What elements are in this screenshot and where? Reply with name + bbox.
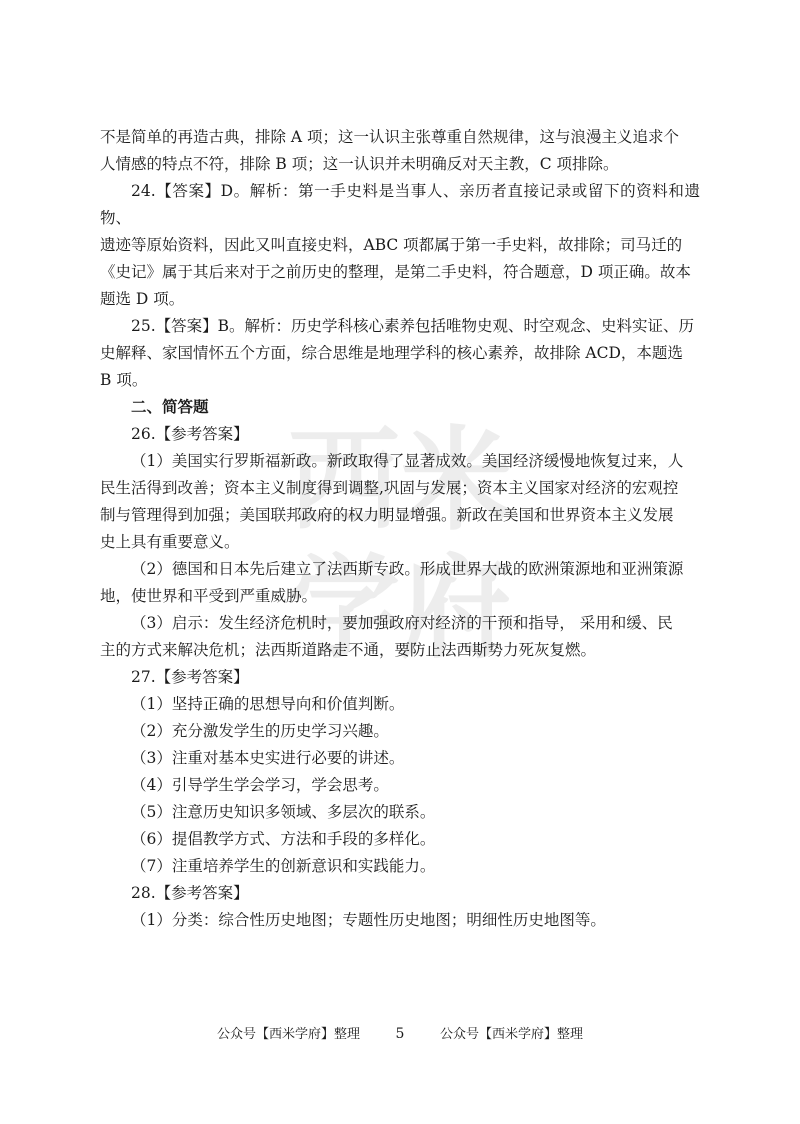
answer-25: 25.【答案】B。解析：历史学科核心素养包括唯物史观、时空观念、史料实证、历: [131, 317, 695, 335]
footer-right-text: 公众号【西米学府】整理: [440, 1027, 584, 1042]
text-line: 地，使世界和平受到严重威胁。: [100, 587, 318, 605]
list-item: （6）提倡教学方式、方法和手段的多样化。: [131, 830, 436, 848]
watermark-char: 学: [288, 544, 400, 674]
answer-26-point-1: （1）美国实行罗斯福新政。新政取得了显著成效。美国经济缓慢地恢复过来，人: [131, 452, 684, 470]
page-number: 5: [395, 1026, 405, 1042]
list-item: （3）注重对基本史实进行必要的讲述。: [131, 749, 405, 767]
list-item: （7）注重培养学生的创新意识和实践能力。: [131, 857, 436, 875]
watermark-char: 米: [400, 416, 512, 546]
text-line: 史上具有重要意义。: [100, 533, 240, 551]
text-line: B 项。: [100, 371, 148, 389]
watermark-char: 府: [400, 544, 512, 674]
footer-left-text: 公众号【西米学府】整理: [216, 1027, 360, 1042]
text-line: 题选 D 项。: [100, 290, 185, 308]
answer-26-heading: 26.【参考答案】: [131, 425, 249, 443]
text-line: 不是简单的再造古典，排除 A 项；这一认识主张尊重自然规律，这与浪漫主义追求个: [100, 128, 680, 146]
list-item: （4）引导学生学会学习，学会思考。: [131, 776, 389, 794]
answer-26-point-3: （3）启示：发生经济危机时，要加强政府对经济的干预和指导， 采用和缓、民: [131, 614, 673, 632]
text-line: 制与管理得到加强；美国联邦政府的权力明显增强。新政在美国和世界资本主义发展: [100, 506, 674, 524]
text-line: 史解释、家国情怀五个方面，综合思维是地理学科的核心素养，故排除 ACD，本题选: [100, 344, 683, 362]
document-body: [100, 124, 700, 934]
text-line: 遗迹等原始资料，因此又叫直接史料，ABC 项都属于第一手史料，故排除；司马迁的: [100, 236, 683, 254]
list-item: （1）分类：综合性历史地图；专题性历史地图；明细性历史地图等。: [131, 911, 606, 929]
list-item: （1）坚持正确的思想导向和价值判断。: [131, 695, 405, 713]
list-item: （5）注意历史知识多领域、多层次的联系。: [131, 803, 436, 821]
answer-27-heading: 27.【参考答案】: [131, 668, 249, 686]
text-line: 《史记》属于其后来对于之前历史的整理，是第二手史料，符合题意，D 项正确。故本: [100, 263, 691, 281]
text-line: 民生活得到改善；资本主义制度得到调整,巩固与发展；资本主义国家对经济的宏观控: [100, 479, 679, 497]
list-item: （2）充分激发学生的历史学习兴趣。: [131, 722, 389, 740]
answer-28-heading: 28.【参考答案】: [131, 884, 249, 902]
answer-24: 24.【答案】D。解析：第一手史料是当事人、亲历者直接记录或留下的资料和遗物、: [100, 182, 700, 227]
watermark-char: 西: [288, 416, 400, 546]
text-line: 主的方式来解决危机；法西斯道路走不通，要防止法西斯势力死灰复燃。: [100, 641, 597, 659]
section-heading: 二、简答题: [131, 398, 209, 416]
text-line: 人情感的特点不符，排除 B 项；这一认识并未明确反对天主教，C 项排除。: [100, 155, 619, 173]
answer-26-point-2: （2）德国和日本先后建立了法西斯专政。形成世界大战的欧洲策源地和亚洲策源: [131, 560, 684, 578]
page-footer: [0, 1023, 800, 1042]
